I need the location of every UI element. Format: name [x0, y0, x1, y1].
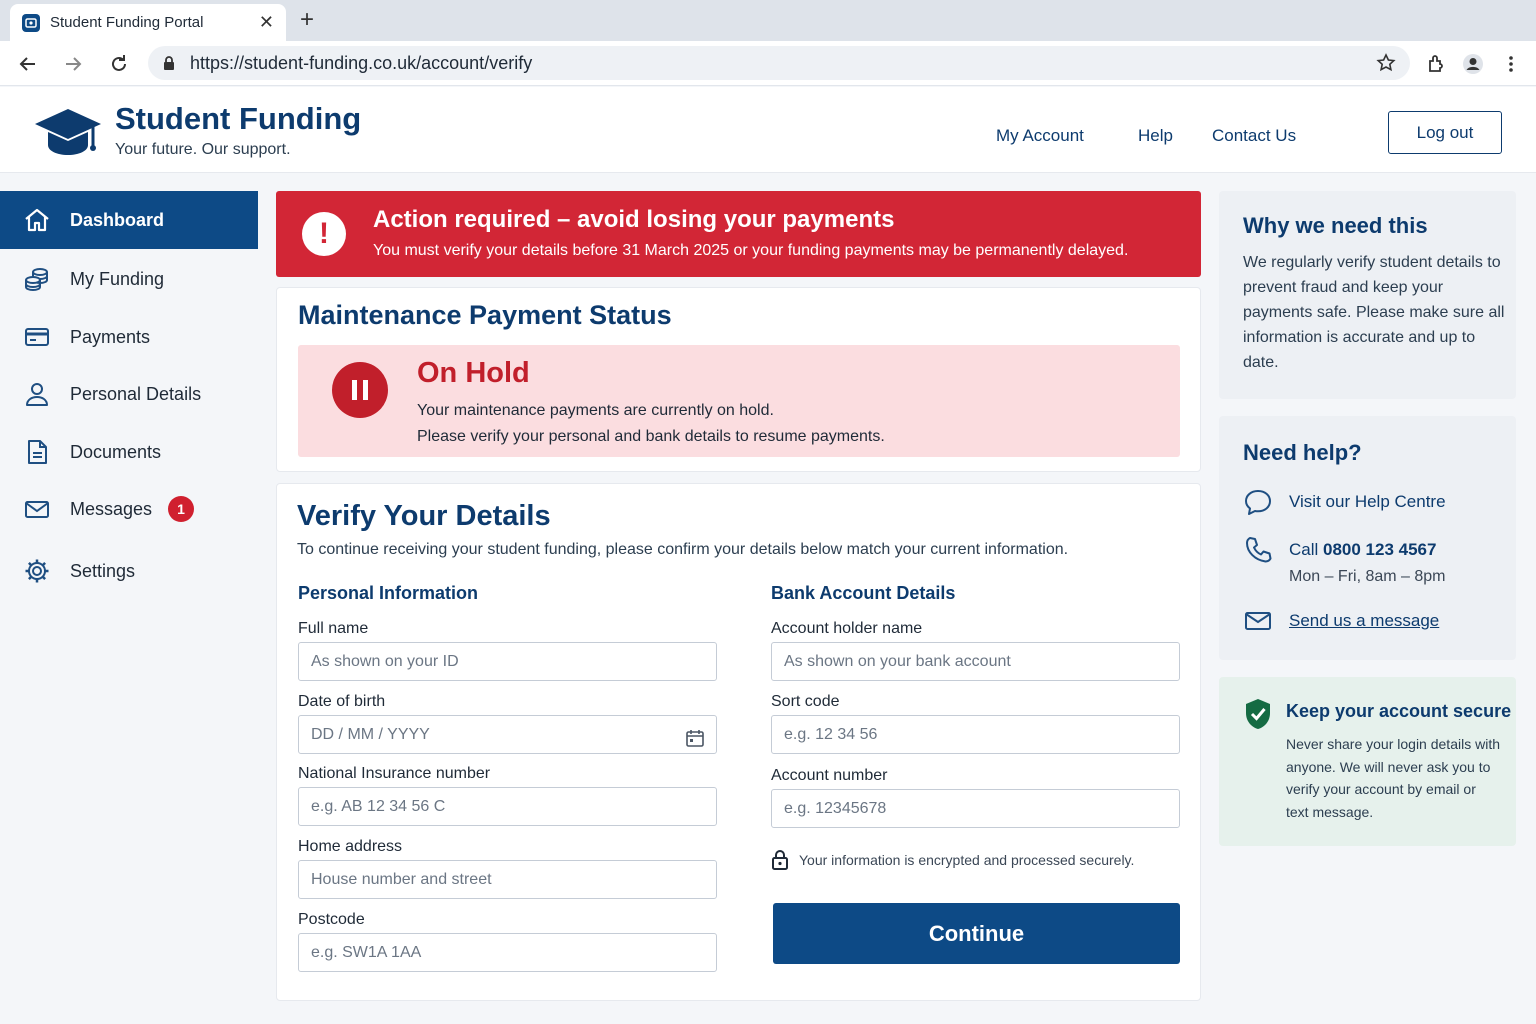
ni-label: National Insurance number	[298, 765, 491, 782]
continue-button[interactable]: Continue	[773, 903, 1180, 964]
account-number-label: Account number	[771, 767, 888, 784]
help-message-row[interactable]	[1243, 606, 1439, 636]
document-icon	[22, 437, 52, 467]
home-icon	[22, 205, 52, 235]
sidebar-item-label: Personal Details	[70, 383, 202, 404]
status-line-2: Please verify your personal and bank details to resume payments.	[417, 428, 885, 445]
personal-info-heading: Personal Information	[298, 583, 479, 603]
help-centre-row[interactable]	[1243, 487, 1446, 517]
calendar-icon[interactable]	[685, 728, 705, 748]
verify-title: Verify Your Details	[297, 500, 551, 532]
phone-icon	[1243, 535, 1273, 565]
help-title: Need help?	[1243, 440, 1362, 465]
lock-icon	[162, 55, 176, 71]
why-title: Why we need this	[1243, 213, 1428, 238]
browser-menu-icon[interactable]	[1500, 53, 1522, 75]
sidebar-item-label: My Funding	[70, 268, 165, 289]
status-description	[417, 398, 885, 450]
profile-avatar-icon[interactable]	[1462, 53, 1484, 75]
browser-tab-bar	[0, 0, 1536, 41]
sidebar-item-messages[interactable]	[0, 480, 258, 538]
forward-icon[interactable]	[62, 53, 84, 75]
brand-tagline: Your future. Our support.	[115, 141, 291, 158]
sidebar-item-dashboard[interactable]	[0, 191, 258, 249]
sort-code-label: Sort code	[771, 693, 840, 710]
encryption-note-text: Your information is encrypted and processed securely.	[799, 852, 1135, 868]
need-help-card	[1219, 416, 1516, 660]
help-call-row	[1243, 535, 1446, 586]
call-prefix: Call	[1289, 540, 1324, 559]
card-icon	[22, 322, 52, 352]
status-card-title: Maintenance Payment Status	[298, 300, 672, 330]
back-icon[interactable]	[17, 53, 39, 75]
security-tip-text: Never share your login details with anyone. We will never ask you to verify your account by email or text message.	[1286, 736, 1500, 820]
ni-number-field[interactable]	[298, 787, 717, 826]
sidebar-item-label: Documents	[70, 441, 162, 462]
chat-bubble-icon	[1243, 487, 1273, 517]
reload-icon[interactable]	[108, 53, 130, 75]
coins-icon	[22, 264, 52, 294]
account-number-field[interactable]	[771, 789, 1180, 828]
alert-text: You must verify your details before 31 March 2025 or your funding payments may be permanently delayed.	[373, 242, 1129, 259]
status-state: On Hold	[417, 357, 530, 389]
nav-help[interactable]: Help	[1138, 126, 1173, 145]
url-text: https://student-funding.co.uk/account/verify	[190, 52, 533, 73]
pause-icon	[332, 362, 388, 418]
security-tip-title: Keep your account secure	[1286, 701, 1512, 721]
sidebar-item-personal-details[interactable]	[0, 365, 258, 423]
mail-icon	[22, 494, 52, 524]
action-required-alert	[276, 191, 1201, 277]
alert-title: Action required – avoid losing your payments	[373, 206, 895, 233]
help-hours: Mon – Fri, 8am – 8pm	[1289, 568, 1446, 585]
browser-tab[interactable]	[10, 4, 286, 41]
address-field[interactable]	[298, 860, 717, 899]
sidebar-item-label: Payments	[70, 326, 151, 347]
bank-details-heading: Bank Account Details	[771, 583, 956, 603]
logout-button[interactable]: Log out	[1388, 111, 1502, 154]
verify-details-card	[276, 483, 1201, 1001]
sidebar-item-my-funding[interactable]	[0, 250, 258, 308]
tab-title: Student Funding Portal	[50, 14, 204, 31]
sidebar-item-label: Settings	[70, 560, 136, 581]
sidebar-item-label: Dashboard	[70, 209, 165, 230]
on-hold-notice	[298, 345, 1180, 457]
dob-field[interactable]	[298, 715, 717, 754]
envelope-icon	[1243, 606, 1273, 636]
full-name-field[interactable]	[298, 642, 717, 681]
graduation-cap-icon	[33, 105, 103, 157]
why-we-need-this-card	[1219, 191, 1516, 399]
verify-intro: To continue receiving your student funding, please confirm your details below match your current information.	[297, 541, 1069, 558]
tab-close-icon[interactable]: ✕	[258, 12, 274, 32]
dob-label: Date of birth	[298, 693, 386, 710]
nav-my-account[interactable]: My Account	[996, 126, 1084, 145]
account-holder-label: Account holder name	[771, 620, 923, 637]
shield-check-icon	[1243, 697, 1273, 731]
account-security-tip	[1219, 677, 1516, 846]
send-message-link[interactable]: Send us a message	[1289, 611, 1440, 630]
help-centre-link[interactable]: Visit our Help Centre	[1289, 492, 1446, 511]
sidebar	[0, 174, 258, 1024]
postcode-label: Postcode	[298, 911, 365, 928]
payment-status-card	[276, 287, 1201, 472]
extensions-puzzle-icon[interactable]	[1425, 53, 1447, 75]
bookmark-star-icon[interactable]	[1376, 53, 1396, 73]
full-name-label: Full name	[298, 620, 369, 637]
why-text: We regularly verify student details to prevent fraud and keep your payments safe. Please make sure all information is accurate and up to date.	[1243, 254, 1505, 371]
encryption-note	[771, 849, 1134, 871]
sidebar-item-settings[interactable]	[0, 542, 258, 600]
sidebar-item-documents[interactable]	[0, 423, 258, 481]
site-favicon-icon	[22, 14, 40, 32]
messages-count-badge: 1	[168, 496, 194, 522]
address-label: Home address	[298, 838, 403, 855]
brand-title[interactable]: Student Funding	[115, 101, 362, 136]
sort-code-field[interactable]	[771, 715, 1180, 754]
sidebar-item-payments[interactable]	[0, 308, 258, 366]
postcode-field[interactable]	[298, 933, 717, 972]
help-phone-number[interactable]: 0800 123 4567	[1323, 540, 1437, 559]
exclamation-icon: !	[302, 212, 346, 256]
account-holder-field[interactable]	[771, 642, 1180, 681]
status-line-1: Your maintenance payments are currently on hold.	[417, 402, 774, 419]
new-tab-icon[interactable]: +	[300, 6, 315, 33]
sidebar-item-label: Messages	[70, 498, 153, 519]
person-icon	[22, 379, 52, 409]
nav-contact-us[interactable]: Contact Us	[1212, 126, 1297, 145]
site-header	[0, 87, 1536, 173]
url-field[interactable]	[148, 46, 1410, 80]
padlock-icon	[771, 849, 789, 871]
address-bar	[0, 41, 1536, 86]
gear-icon	[22, 556, 52, 586]
